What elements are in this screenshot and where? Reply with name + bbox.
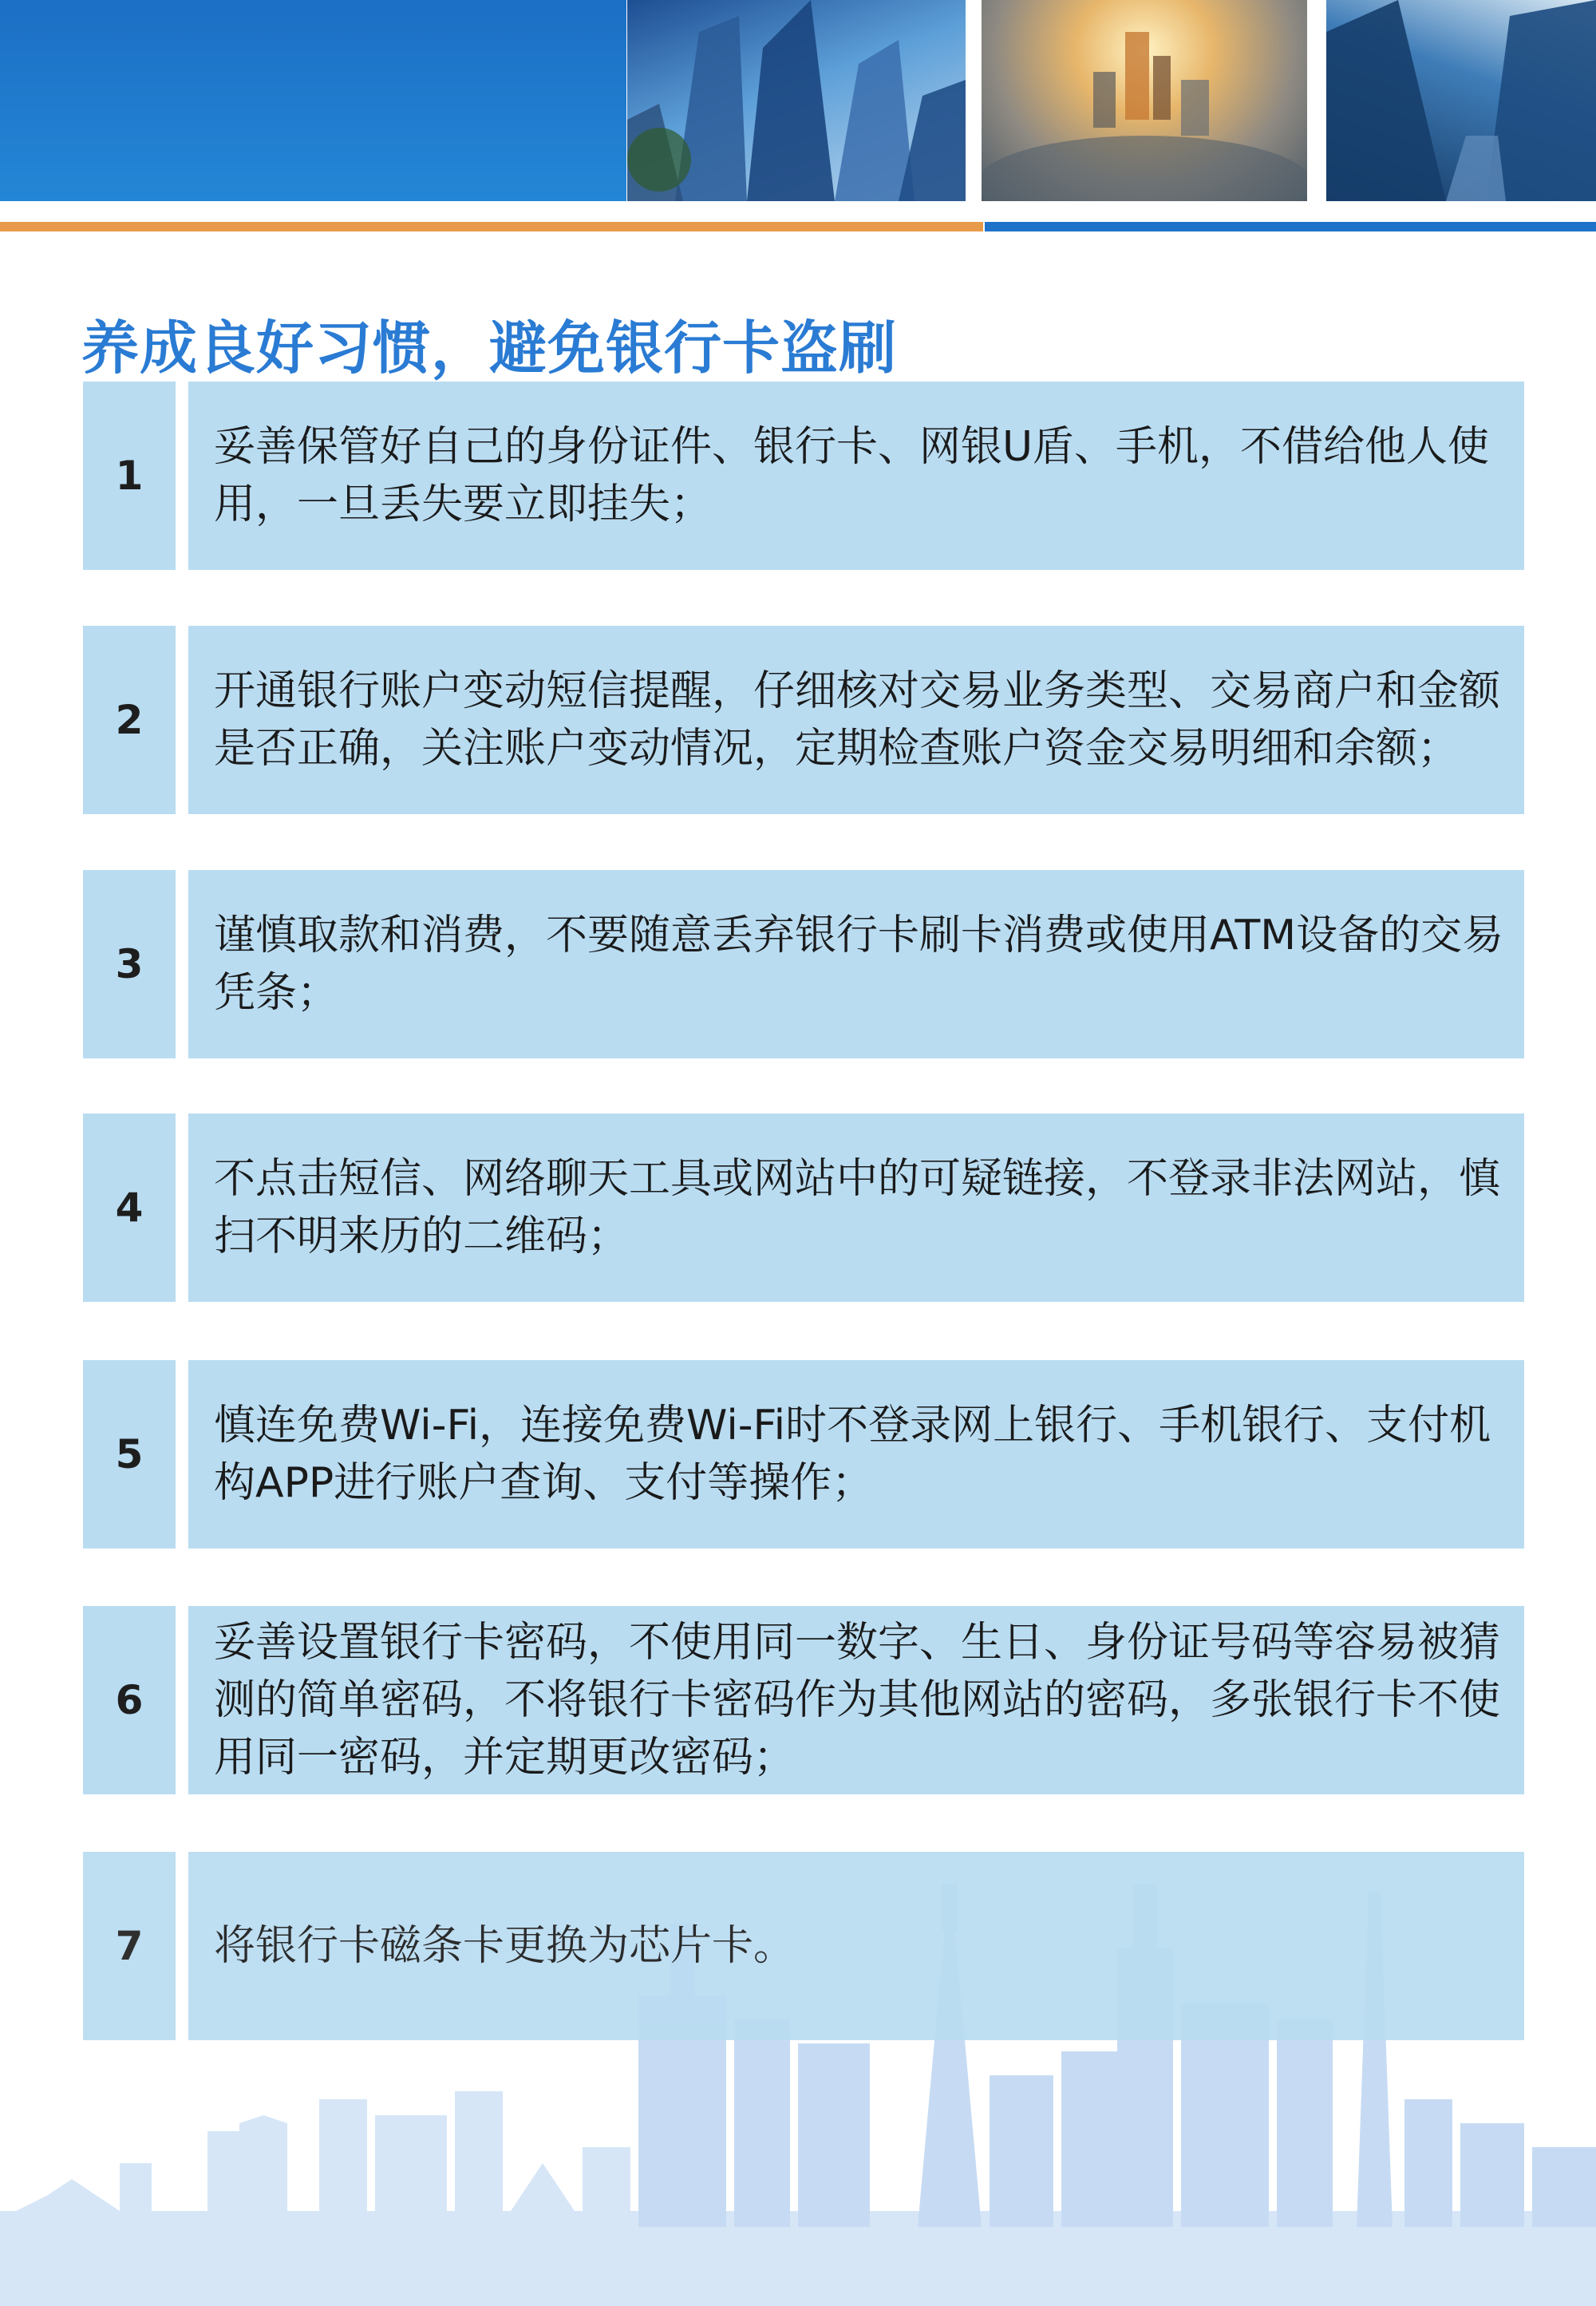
item-text: 慎连免费Wi-Fi，连接免费Wi-Fi时不登录网上银行、手机银行、支付机构APP进行账户查询、支付等操作； [214, 1402, 1491, 1507]
item-text-cell [188, 1360, 1524, 1549]
item-number: 1 [83, 382, 176, 570]
city-skyscrapers-photo [627, 0, 966, 201]
item-text-cell [188, 382, 1524, 570]
list-item [83, 870, 1524, 1058]
list-item [83, 1852, 1524, 2040]
city-aerial-photo [982, 0, 1307, 201]
item-number: 7 [83, 1852, 176, 2040]
item-text-cell [188, 1606, 1524, 1794]
list-item [83, 1113, 1524, 1302]
item-number: 4 [83, 1113, 176, 1302]
item-text-cell [188, 870, 1524, 1058]
item-text: 不点击短信、网络聊天工具或网站中的可疑链接，不登录非法网站，慎扫不明来历的二维码； [214, 1155, 1501, 1260]
page-title: 养成良好习惯，避免银行卡盗刷 [81, 314, 898, 382]
item-number: 6 [83, 1606, 176, 1794]
item-text: 开通银行账户变动短信提醒，仔细核对交易业务类型、交易商户和金额是否正确，关注账户变动情况，定期检查账户资金交易明细和余额； [214, 667, 1501, 773]
item-text: 妥善保管好自己的身份证件、银行卡、网银U盾、手机，不借给他人使用，一旦丢失要立即挂失； [214, 423, 1490, 528]
list-item [83, 1606, 1524, 1794]
orange-accent-stripe [0, 222, 983, 231]
list-item [83, 626, 1524, 814]
item-text-cell [188, 1113, 1524, 1302]
item-text: 谨慎取款和消费，不要随意丢弃银行卡刷卡消费或使用ATM设备的交易凭条； [214, 912, 1504, 1017]
item-number: 3 [83, 870, 176, 1058]
list-item [83, 1360, 1524, 1549]
item-text-cell [188, 626, 1524, 814]
item-text: 妥善设置银行卡密码，不使用同一数字、生日、身份证号码等容易被猜测的简单密码，不将银行卡密码作为其他网站的密码，多张银行卡不使用同一密码，并定期更改密码； [214, 1619, 1501, 1782]
header-blue-block [0, 0, 626, 201]
item-text: 将银行卡磁条卡更换为芯片卡。 [214, 1922, 796, 1970]
item-number: 5 [83, 1360, 176, 1549]
header-banner [0, 0, 1596, 239]
list-item [83, 382, 1524, 570]
item-number: 2 [83, 626, 176, 814]
glass-towers-photo [1326, 0, 1596, 201]
item-text-cell [188, 1852, 1524, 2040]
blue-accent-stripe [985, 222, 1596, 231]
